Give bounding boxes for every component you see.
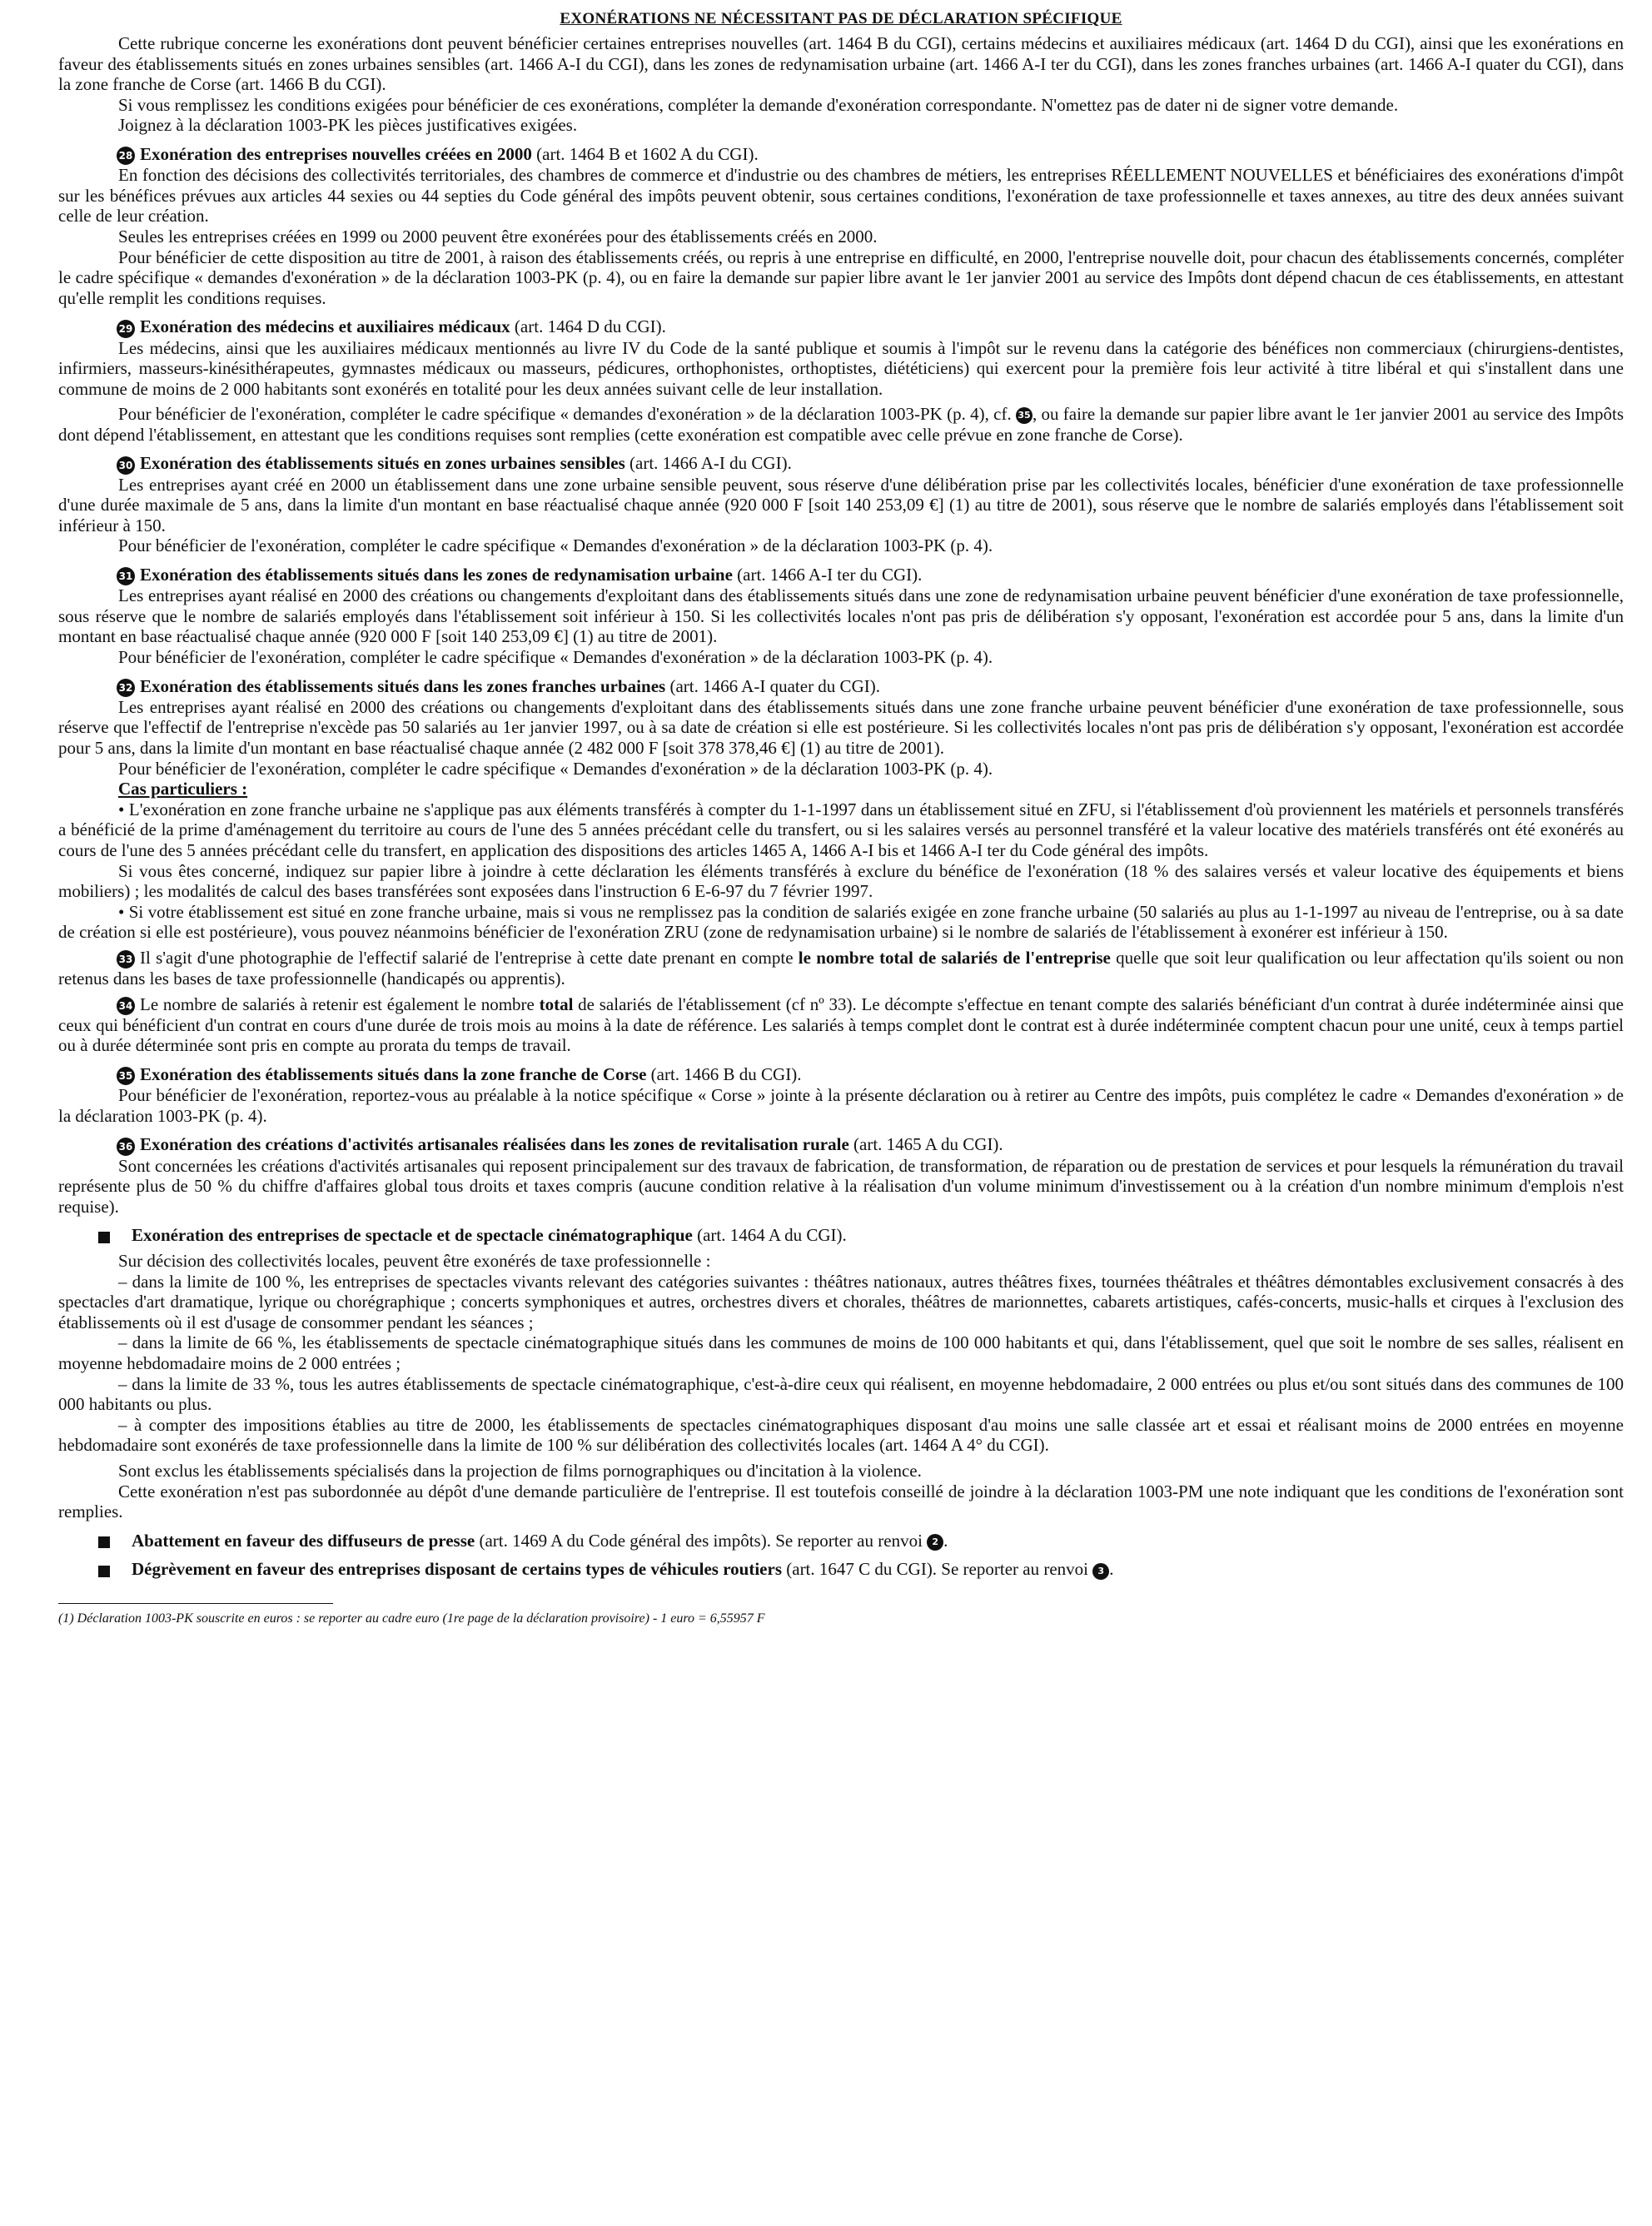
spectacle-paragraph: Sont exclus les établissements spécialisés dans la projection de films pornographiques ou d'incitation à la violence. [118,1460,922,1481]
spectacle-dash-item: – dans la limite de 33 %, tous les autres établissements de spectacle cinématographique, c'est-à-dire ceux qui réalisent, en moyenne hebdomadaire, 2 000 entrées ou plus et/ou sont situés dans des communes de 100 000 habitants ou plus. [58,1373,1624,1415]
spectacle-dash-item: – dans la limite de 100 %, les entreprises de spectacles vivants relevant des catégories suivantes : théâtres nationaux, autres théâtres fixes, tournées théâtrales et théâtres démontables exclusivement consacrés à des spectacles d'art dramatique, lyrique ou chorégraphique ; concerts symphoniques et autres, orchestres divers et chorales, théâtres de marionnettes, cabarets artistiques, cafés-concerts, music-halls et cirques à l'exclusion des établissements où il est d'usage de consommer pendant les séances ; [58,1271,1624,1332]
section-32-paragraph: Les entreprises ayant réalisé en 2000 des créations ou changements d'exploitant dans des établissements situés dans une zone franche urbaine peuvent bénéficier d'une exonération de taxe professionnelle, sous réserve que l'effectif de l'entreprise n'excède pas 50 salariés au 1er janvier 1997, ou à sa date de création si elle est postérieure. Si les collectivités locales n'ont pas pris de délibération s'y opposant, l'exonération est accordée pour 5 ans, dans la limite d'un montant en base réactualisé chaque année (2 482 000 F [soit 378 378,46 €] (1) au titre de 2001). [58,696,1624,758]
page-title: EXONÉRATIONS NE NÉCESSITANT PAS DE DÉCLARATION SPÉCIFIQUE [560,10,1122,27]
intro-paragraph-2: Si vous remplissez les conditions exigées pour bénéficier de ces exonérations, compléter la demande d'exonération correspondante. N'omettez pas de dater ni de signer votre demande. [118,94,1399,115]
section-36-heading: 36 Exonération des créations d'activités artisanales réalisées dans les zones de revitalisation rurale (art. 1465 A du CGI). [58,1134,1624,1155]
note-number-33: 33 [117,950,135,969]
section-29-paragraph: Les médecins, ainsi que les auxiliaires médicaux mentionnés au livre IV du Code de la santé publique et soumis à l'impôt sur le revenu dans la catégorie des bénéfices non commerciaux (chirurgiens-dentistes, infirmiers, masseurs-kinésithérapeutes, gymnastes médicaux ou masseurs, pédicures, orthophonistes, orthoptistes, diététiciens) qui exercent pour la première fois leur activité à titre libéral et qui s'installent dans une commune de moins de 2 000 habitants sont exonérés en totalité pour les deux années suivant celle de leur installation. [58,337,1624,399]
note-number-36: 36 [117,1138,135,1156]
note-ref-35: 35 [1016,407,1032,424]
note-34-paragraph: 34 Le nombre de salariés à retenir est également le nombre total de salariés de l'établissement (cf nº 33). Le décompte s'effectue en tenant compte des salariés bénéficiant d'un contrat à durée indéterminée ainsi que ceux qui bénéficient d'un contrat en cours d'une durée de trois mois au moins à la date de référence. Les salariés à temps complet dont le contrat est à durée indéterminée comptent chacun pour une unité, ceux à temps partiel ou à durée déterminée sont pris en compte au prorata du temps de travail. [58,993,1624,1056]
square-bullet-icon [98,1566,110,1577]
section-30-paragraph: Les entreprises ayant créé en 2000 un établissement dans une zone urbaine sensible peuvent, sous réserve d'une délibération prise par les collectivités locales, bénéficier d'une exonération de taxe professionnelle d'une durée maximale de 5 ans, dans la limite d'un montant en base réactualisé chaque année (920 000 F [soit 140 253,09 €] (1) au titre de 2001), sous réserve que le nombre de salariés employés dans l'établissement soit inférieur à 150. [58,474,1624,535]
spectacle-heading: Exonération des entreprises de spectacle et de spectacle cinématographique (art. 1464 A du CGI). [58,1225,1624,1246]
square-bullet-icon [98,1536,110,1548]
note-number-28: 28 [117,147,135,165]
section-35-paragraph: Pour bénéficier de l'exonération, reportez-vous au préalable à la notice spécifique « Corse » jointe à la présente déclaration ou à retirer au Centre des impôts, puis complétez le cadre « Demandes d'exonération » de la déclaration 1003-PK (p. 4). [58,1085,1624,1126]
spectacle-paragraph: Sur décision des collectivités locales, peuvent être exonérés de taxe professionnelle : [118,1251,711,1271]
section-29-heading: 29 Exonération des médecins et auxiliaires médicaux (art. 1464 D du CGI). [58,316,1624,337]
spectacle-dash-item: – dans la limite de 66 %, les établissements de spectacle cinématographique situés dans les communes de moins de 100 000 habitants et qui, dans l'établissement, quel que soit le nombre de ses salles, réalisent en moyenne hebdomadaire moins de 2 000 entrées ; [58,1332,1624,1373]
section-29-paragraph: Pour bénéficier de l'exonération, compléter le cadre spécifique « demandes d'exonération » de la déclaration 1003-PK (p. 4), cf. 35 , ou faire la demande sur papier libre avant le 1er janvier 2001 au service des Impôts dont dépend l'établissement, en attestant que les conditions requises sont remplies (cette exonération est compatible avec celle prévue en zone franche de Corse). [58,404,1624,445]
section-35-heading: 35 Exonération des établissements situés dans la zone franche de Corse (art. 1466 B du CGI). [58,1064,1624,1085]
section-28-paragraph: Pour bénéficier de cette disposition au titre de 2001, à raison des établissements créés, ou repris à une entreprise en difficulté, en 2000, l'entreprise nouvelle doit, pour chacun des établissements concernés, compléter le cadre spécifique « demandes d'exonération » de la déclaration 1003-PK (p. 4), ou en faire la demande sur papier libre avant le 1er janvier 2001 au service des Impôts dont dépend chacun de ces établissements, en attestant qu'elle remplit les conditions requises. [58,247,1624,308]
section-28-paragraph: En fonction des décisions des collectivités territoriales, des chambres de commerce et d'industrie ou des chambres de métiers, les entreprises RÉELLEMENT NOUVELLES et bénéficiaires des exonérations d'impôt sur les bénéfices prévues aux articles 44 sexies ou 44 septies du Code général des impôts peuvent obtenir, sous certaines conditions, l'exonération de taxe professionnelle et taxes annexes, au titre des deux années suivant celle de leur création. [58,165,1624,227]
intro-paragraph-3: Joignez à la déclaration 1003-PK les pièces justificatives exigées. [118,115,578,136]
section-31-heading: 31 Exonération des établissements situés dans les zones de redynamisation urbaine (art. 1466 A-I ter du CGI). [58,565,1624,585]
section-30-heading: 30 Exonération des établissements situés en zones urbaines sensibles (art. 1466 A-I du CGI). [58,453,1624,474]
note-number-30: 30 [117,456,135,475]
note-number-32: 32 [117,679,135,697]
intro-paragraph-1: Cette rubrique concerne les exonérations dont peuvent bénéficier certaines entreprises nouvelles (art. 1464 B du CGI), certains médecins et auxiliaires médicaux (art. 1464 D du CGI), ainsi que les exonérations en faveur des établissements situés en zones urbaines sensibles (art. 1466 A-I du CGI), dans les zones de redynamisation urbaine (art. 1466 A-I ter du CGI), dans les zones franches urbaines (art. 1466 A-I quater du CGI), dans la zone franche de Corse (art. 1466 B du CGI). [58,33,1624,95]
note-33-paragraph: 33 Il s'agit d'une photographie de l'effectif salarié de l'entreprise à cette date prenant en compte le nombre total de salariés de l'entreprise quelle que soit leur qualification ou leur affectation qu'ils soient ou non retenus dans les bases de taxe professionnelle (handicapés ou apprentis). [58,947,1624,989]
note-number-29: 29 [117,320,135,338]
section-28-paragraph: Seules les entreprises créées en 1999 ou 2000 peuvent être exonérées pour des établissements créés en 2000. [118,226,878,247]
spectacle-dash-item: – à compter des impositions établies au titre de 2000, les établissements de spectacles cinématographiques disposant d'au moins une salle classée art et essai et réalisant moins de 2000 entrées en moyenne hebdomadaire sont exonérés de taxe professionnelle dans la limite de 100 % sur délibération des collectivités locales (art. 1464 A 4° du CGI). [58,1414,1624,1456]
special-case-paragraph: • L'exonération en zone franche urbaine ne s'applique pas aux éléments transférés à compter du 1-1-1997 dans un établissement situé en ZFU, si l'établissement d'où proviennent les matériels et personnels transférés a bénéficié de la prime d'aménagement du territoire au cours de l'une des 5 années précédant celle du transfert, ou si les salaires versés au personnel transféré et la valeur locative des matériels transférés ont été exonérés au cours de l'une des 5 années précédant celle du transfert, en application des dispositions des articles 1465 A, 1466 A-I bis et 1466 A-I ter du Code général des impôts. [58,799,1624,860]
note-number-35: 35 [117,1067,135,1085]
footnote: (1) Déclaration 1003-PK souscrite en euros : se reporter au cadre euro (1re page de la déclaration provisoire) - 1 euro = 6,55957 F [58,1611,765,1626]
special-cases-heading: Cas particuliers : [118,779,248,799]
section-32-paragraph: Pour bénéficier de l'exonération, compléter le cadre spécifique « Demandes d'exonération » de la déclaration 1003-PK (p. 4). [118,758,993,779]
note-number-34: 34 [117,997,135,1015]
degrevement-line: Dégrèvement en faveur des entreprises disposant de certains types de véhicules routiers (art. 1647 C du CGI). Se reporter au renvoi 3 . [58,1559,1624,1580]
spectacle-paragraph: Cette exonération n'est pas subordonnée au dépôt d'une demande particulière de l'entreprise. Il est toutefois conseillé de joindre à la déclaration 1003-PM une note indiquant que les conditions de l'exonération sont remplies. [58,1481,1624,1522]
section-36-paragraph: Sont concernées les créations d'activités artisanales qui reposent principalement sur des travaux de fabrication, de transformation, de réparation ou de prestation de services et pour lesquels la rémunération du travail représente plus de 50 % du chiffre d'affaires global tous droits et taxes compris (aucune condition relative à la réalisation d'un volume minimum d'investissement ou à la création d'un nombre minimum d'emplois n'est requise). [58,1155,1624,1217]
special-case-paragraph: • Si votre établissement est situé en zone franche urbaine, mais si vous ne remplissez pas la condition de salariés exigée en zone franche urbaine (50 salariés au plus au 1-1-1997 au niveau de l'entreprise, ou à sa date de création si elle est postérieure), vous pouvez néanmoins bénéficier de l'exonération ZRU (zone de redynamisation urbaine) si le nombre de salariés de l'établissement à exonérer est inférieur à 150. [58,901,1624,943]
abattement-line: Abattement en faveur des diffuseurs de presse (art. 1469 A du Code général des impôts). Se reporter au renvoi 2 . [58,1531,1624,1551]
special-case-paragraph: Si vous êtes concerné, indiquez sur papier libre à joindre à cette déclaration les éléments transférés à exclure du bénéfice de l'exonération (18 % des salaires versés et valeur locative des équipements et biens mobiliers) ; les modalités de calcul des bases transférées sont exposées dans l'instruction 6 E-6-97 du 7 février 1997. [58,860,1624,902]
section-28-heading: 28 Exonération des entreprises nouvelles créées en 2000 (art. 1464 B et 1602 A du CGI). [58,144,1624,165]
note-ref-2: 2 [927,1534,943,1551]
square-bullet-icon [98,1232,110,1243]
section-31-paragraph: Pour bénéficier de l'exonération, compléter le cadre spécifique « Demandes d'exonération » de la déclaration 1003-PK (p. 4). [118,647,993,667]
note-number-31: 31 [117,567,135,585]
footnote-divider [58,1603,333,1604]
section-30-paragraph: Pour bénéficier de l'exonération, compléter le cadre spécifique « Demandes d'exonération » de la déclaration 1003-PK (p. 4). [118,535,993,556]
document-page [58,10,1624,1630]
note-ref-3: 3 [1092,1563,1109,1580]
section-31-paragraph: Les entreprises ayant réalisé en 2000 des créations ou changements d'exploitant dans des établissements situés dans une zone de redynamisation urbaine peuvent bénéficier d'une exonération de taxe professionnelle, sous réserve que le nombre de salariés employés dans l'établissement soit inférieur à 150. Si les collectivités locales n'ont pas pris de délibération s'y opposant, l'exonération est accordée pour 5 ans, dans la limite d'un montant en base réactualisé chaque année (920 000 F [soit 140 253,09 €] (1) au titre de 2001). [58,585,1624,647]
section-32-heading: 32 Exonération des établissements situés dans les zones franches urbaines (art. 1466 A-I quater du CGI). [58,676,1624,697]
